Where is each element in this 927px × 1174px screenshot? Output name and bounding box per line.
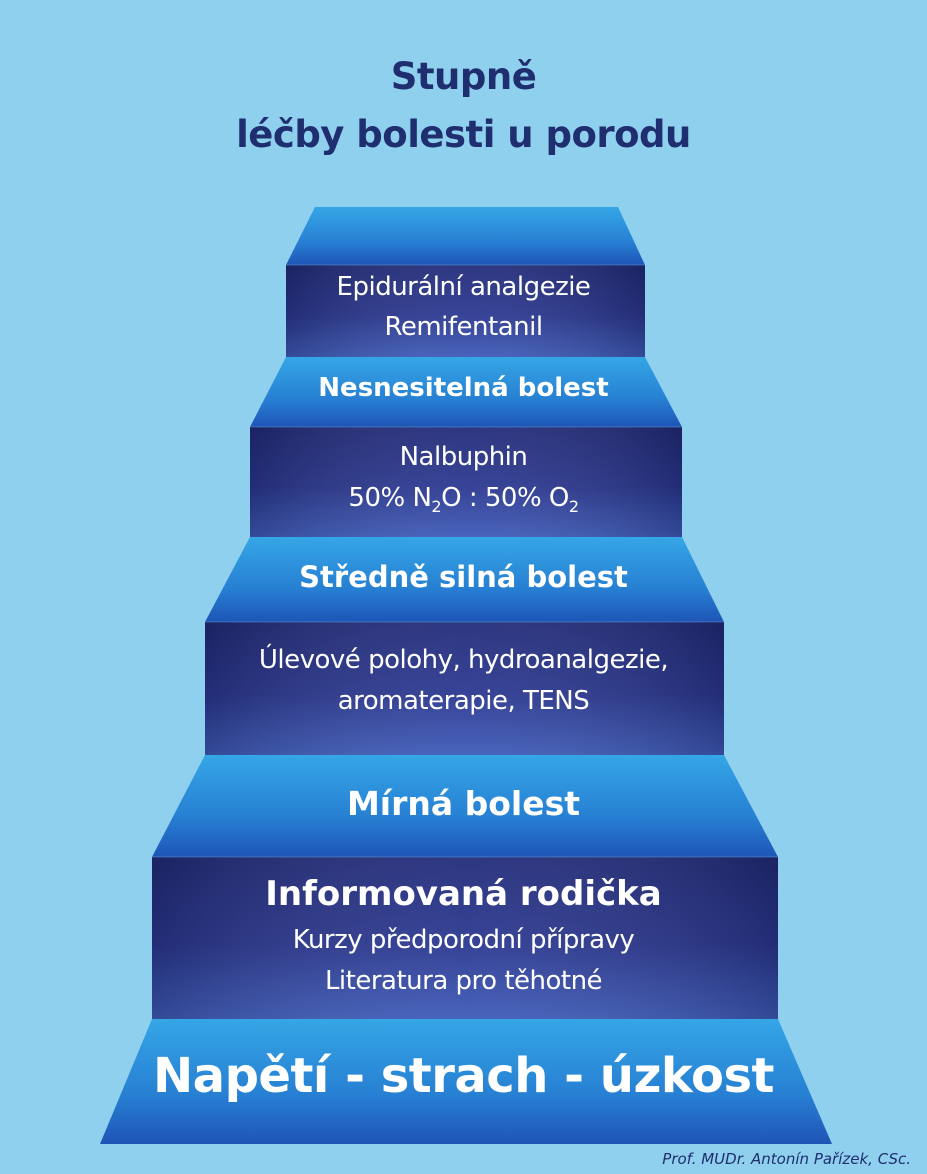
label-informed-mother: Informovaná rodička (265, 874, 662, 914)
informed-line-1: Kurzy předporodní přípravy (292, 925, 635, 955)
mid-line-2-part-c: O : 50% O (441, 483, 569, 513)
title-line-1: Stupně (390, 55, 537, 98)
title-line-2: léčby bolesti u porodu (236, 113, 691, 156)
step-top-tread (286, 207, 645, 265)
n2o-subscript: 2 (431, 497, 442, 516)
step-mid-line-2 (0, 483, 927, 516)
informed-line-2: Literatura pro těhotné (324, 966, 603, 996)
step-relief-line-1: Úlevové polohy, hydroanalgezie, (258, 645, 669, 675)
step-top-line-2: Remifentanil (384, 312, 543, 342)
mid-line-2-part-a: 50% N (348, 483, 432, 513)
step-mid-line-1: Nalbuphin (399, 442, 528, 472)
label-mild-pain: Mírná bolest (346, 784, 581, 823)
label-moderate-pain: Středně silná bolest (299, 560, 628, 594)
o2-subscript: 2 (568, 497, 579, 516)
author-credit: Prof. MUDr. Antonín Pařízek, CSc. (662, 1150, 911, 1168)
label-unbearable-pain: Nesnesitelná bolest (318, 373, 609, 403)
step-top-line-1: Epidurální analgezie (336, 272, 591, 302)
step-relief-line-2: aromaterapie, TENS (337, 686, 590, 716)
label-base: Napětí - strach - úzkost (153, 1048, 774, 1104)
